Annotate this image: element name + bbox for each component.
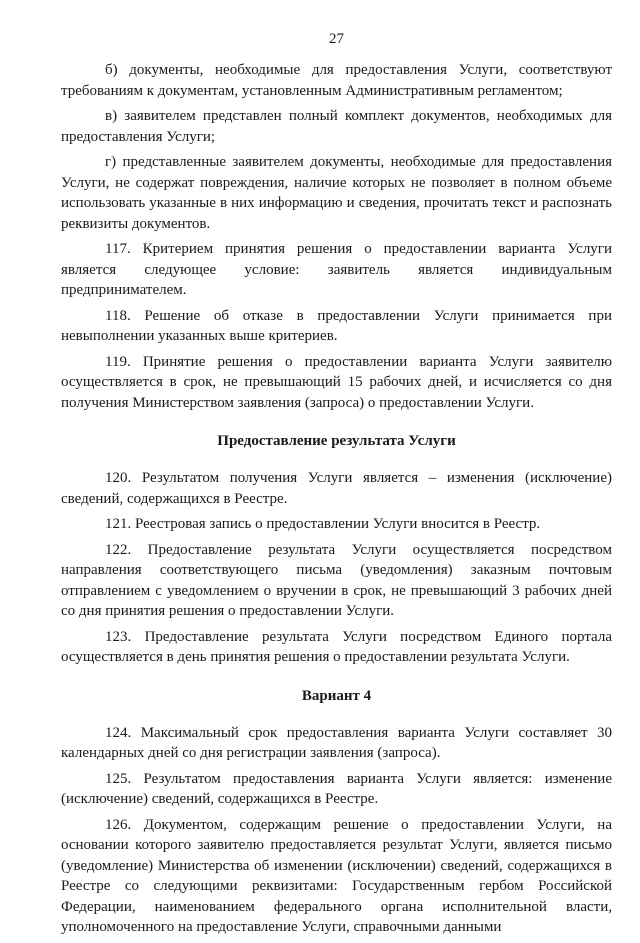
paragraph-b: б) документы, необходимые для предоставления Услуги, соответствуют требованиям к документам, установленным Административным регламентом; (61, 62, 612, 99)
paragraph-124: 124. Максимальный срок предоставления варианта Услуги составляет 30 календарных дней со дня регистрации заявления (запроса). (61, 724, 612, 761)
page-number: 27 (329, 31, 344, 47)
paragraph-g: г) представленные заявителем документы, необходимые для предоставления Услуги, не содержат повреждения, наличие которых не позволяет в полном объеме использовать указанные в них информацию и сведения, прочитать текст и распознать реквизиты документов. (61, 154, 612, 232)
paragraph-v: в) заявителем представлен полный комплект документов, необходимых для предоставления Услуги; (61, 108, 612, 145)
paragraph-119: 119. Принятие решения о предоставлении варианта Услуги заявителю осуществляется в срок, не превышающий 15 рабочих дней, и исчисляется со дня получения Министерством заявления (запроса) о предоставлении Услуги. (61, 353, 612, 411)
paragraph-120: 120. Результатом получения Услуги является – изменения (исключение) сведений, содержащихся в Реестре. (61, 470, 612, 507)
paragraph-123: 123. Предоставление результата Услуги посредством Единого портала осуществляется в день принятия решения о предоставлении результата Услуги. (61, 628, 612, 665)
paragraph-117: 117. Критерием принятия решения о предоставлении варианта Услуги является следующее условие: заявитель является индивидуальным предпринимателем. (61, 241, 612, 298)
document-page (61, 28, 612, 943)
paragraph-126: 126. Документом, содержащим решение о предоставлении Услуги, на основании которого заявителю предоставляется результат Услуги, является письмо (уведомление) Министерства об изменении (исключении) сведений, содержащихся в Реестре со следующими реквизитами: Государственным гербом Российской Федерации, наименованием федерального органа исполнительной власти, уполномоченного на предоставление Услуги, справочными данными (61, 816, 612, 935)
section-heading-variant: Вариант 4 (301, 687, 372, 704)
paragraph-122: 122. Предоставление результата Услуги осуществляется посредством направления соответствующего письма (уведомления) заказным почтовым отправлением с уведомлением о вручении в срок, не превышающий 3 рабочих дней со дня принятия решения о предоставлении Услуги. (61, 541, 612, 619)
paragraph-118: 118. Решение об отказе в предоставлении Услуги принимается при невыполнении указанных выше критериев. (61, 307, 612, 344)
section-heading-result: Предоставление результата Услуги (217, 433, 456, 449)
paragraph-125: 125. Результатом предоставления варианта Услуги является: изменение (исключение) сведений, содержащихся в Реестре. (61, 770, 612, 807)
paragraph-121: 121. Реестровая запись о предоставлении Услуги вносится в Реестр. (105, 516, 541, 532)
